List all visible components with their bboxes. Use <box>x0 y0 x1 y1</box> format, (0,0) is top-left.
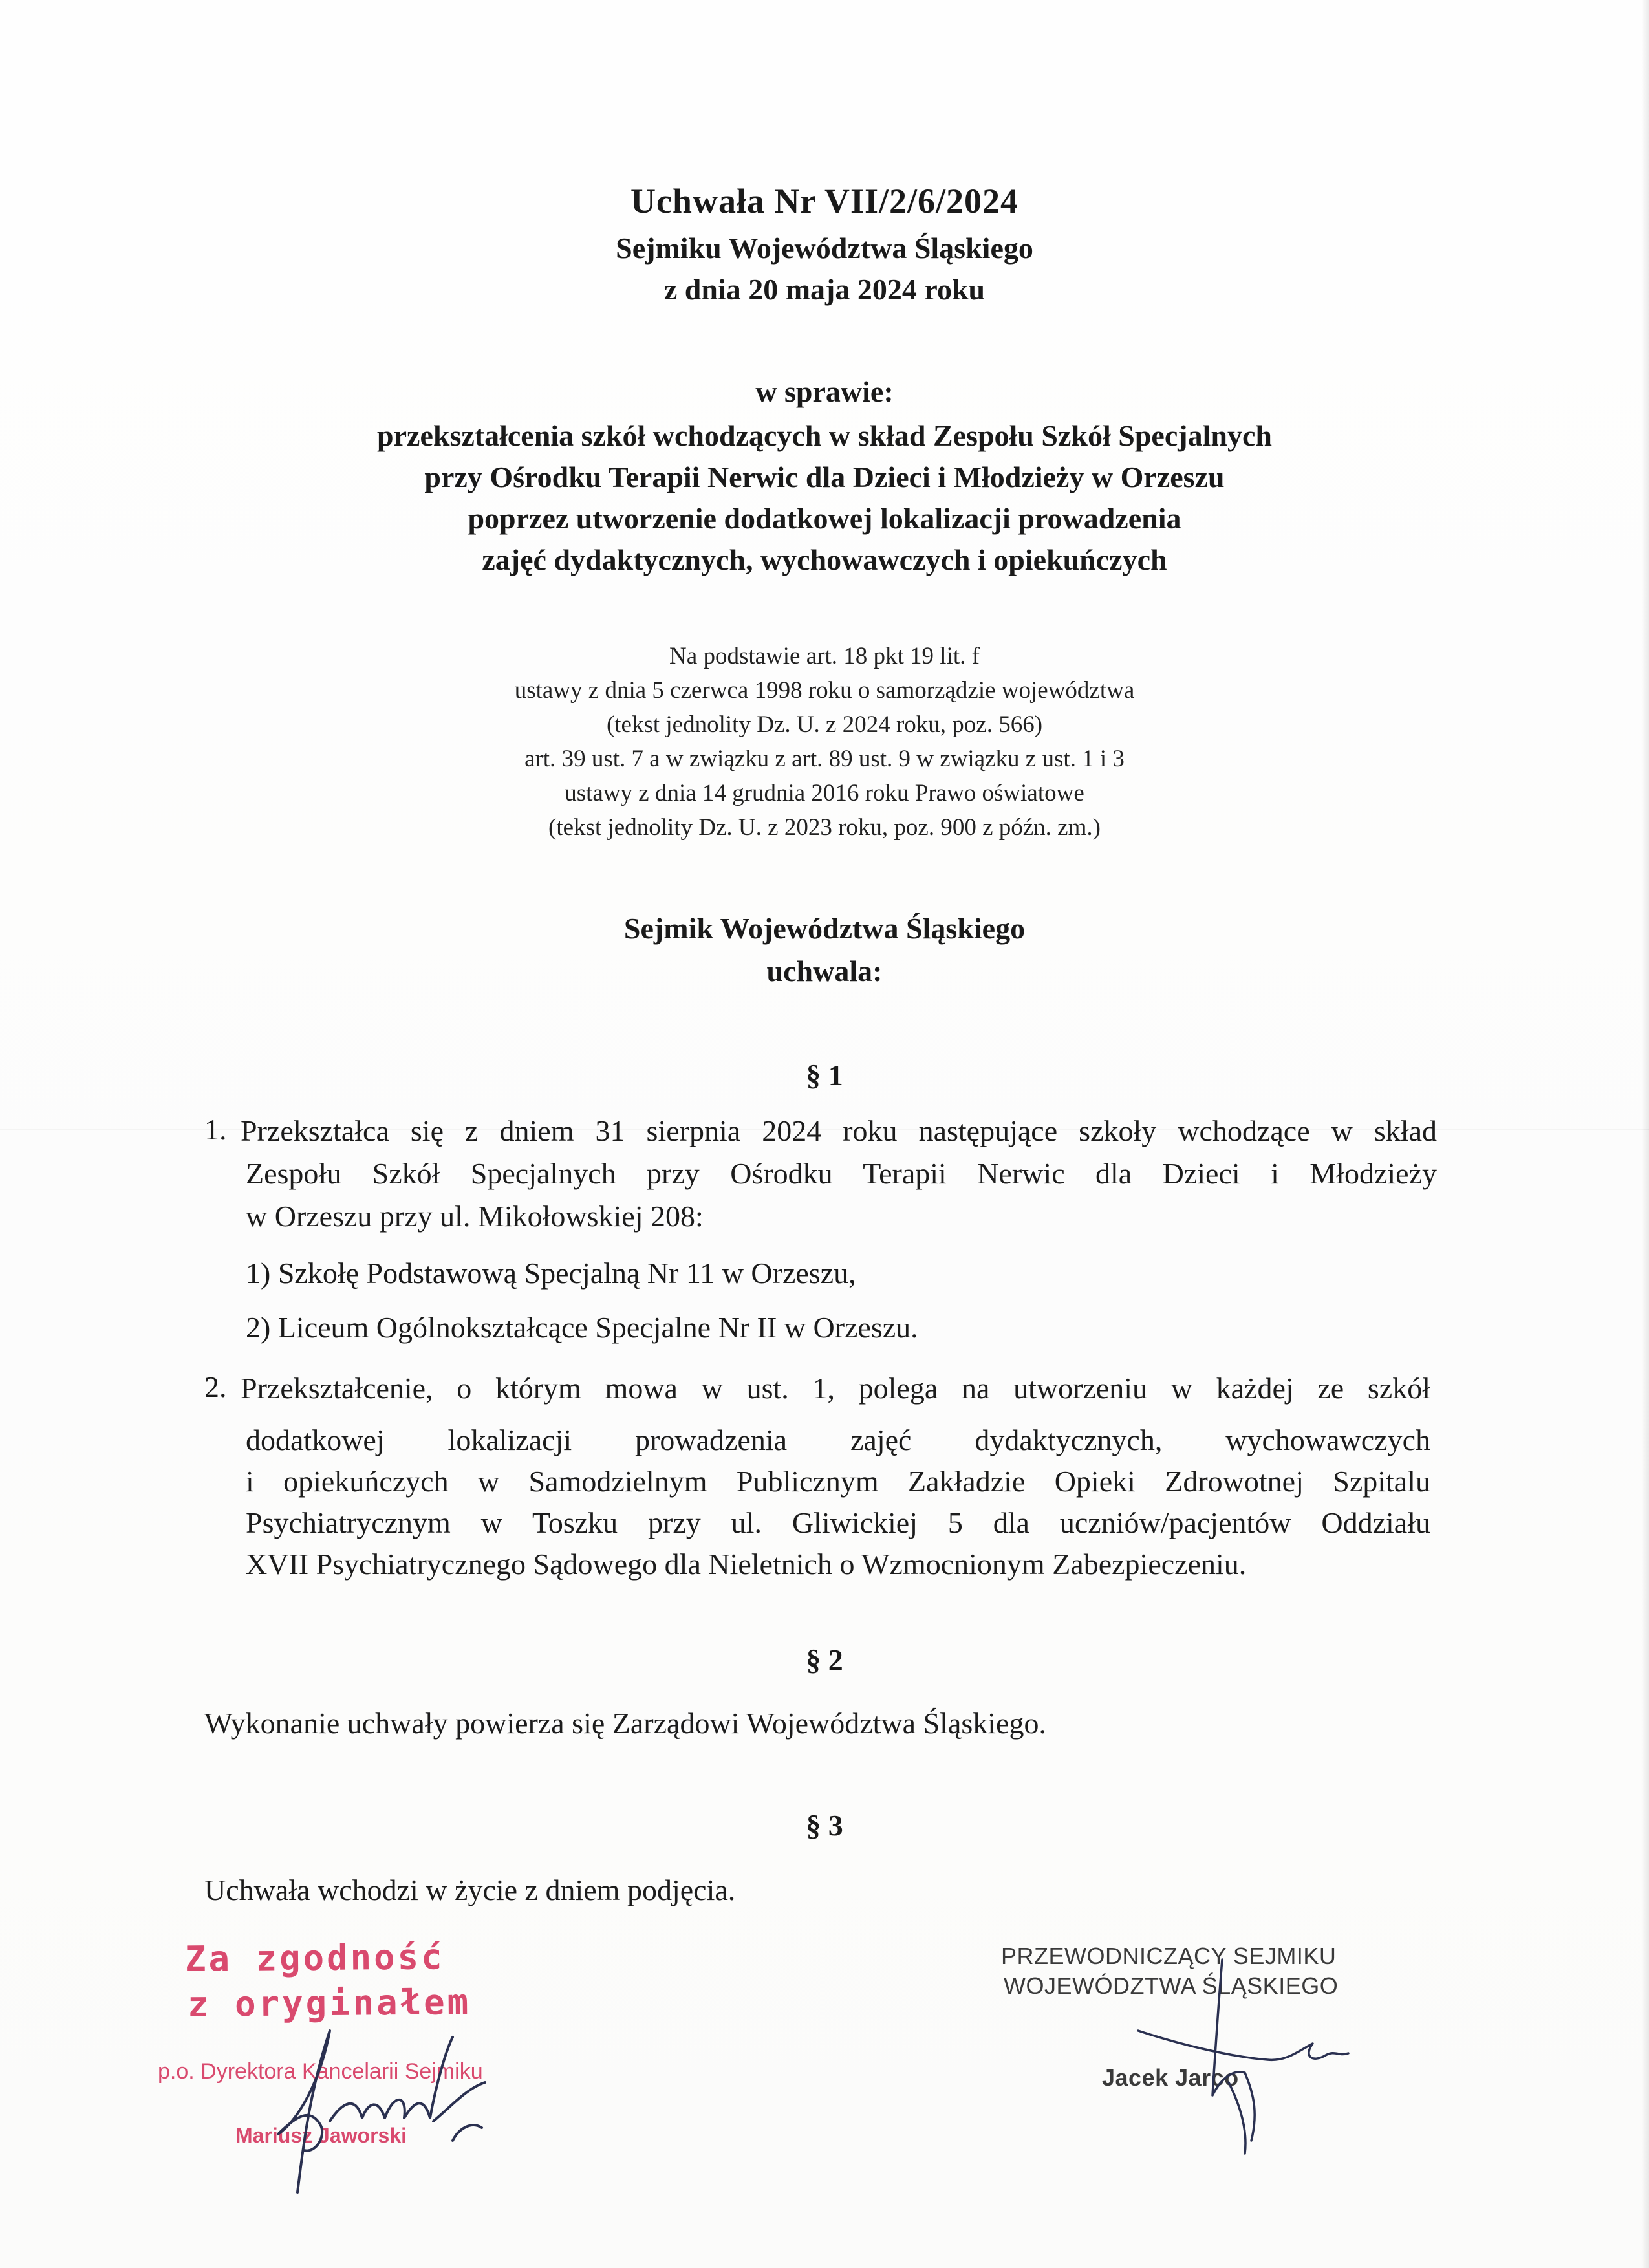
office-director-role: p.o. Dyrektora Kancelarii Sejmiku <box>158 2059 483 2084</box>
resolution-issuer: Sejmiku Województwa Śląskiego <box>616 232 1033 265</box>
legal-basis-line: art. 39 ust. 7 a w związku z art. 89 ust. 9 w związku z ust. 1 i 3 <box>524 746 1125 772</box>
legal-basis-line: (tekst jednolity Dz. U. z 2024 roku, poz. 566) <box>606 711 1043 738</box>
certification-stamp-line: Za zgodność <box>184 1936 445 1980</box>
item-2-line: Psychiatrycznym w Toszku przy ul. Gliwickiej 5 dla uczniów/pacjentów Oddziału <box>246 1506 1430 1539</box>
legal-basis-line: ustawy z dnia 14 grudnia 2016 roku Prawo oświatowe <box>565 780 1084 806</box>
legal-basis-line: (tekst jednolity Dz. U. z 2023 roku, poz. 900 z późn. zm.) <box>548 814 1101 841</box>
chair-name: Jacek Jarco <box>1102 2064 1239 2091</box>
item-1-subitem: 2) Liceum Ogólnokształcące Specjalne Nr II w Orzeszu. <box>246 1311 918 1344</box>
office-director-signature <box>259 2011 491 2205</box>
subject-line: zajęć dydaktycznych, wychowawczych i opiekuńczych <box>482 543 1167 576</box>
resolving-verb: uchwala: <box>766 955 883 988</box>
item-2-line: dodatkowej lokalizacji prowadzenia zajęć dydaktycznych, wychowawczych <box>246 1423 1430 1456</box>
item-2-line: Przekształcenie, o którym mowa w ust. 1, polega na utworzeniu w każdej ze szkół <box>241 1372 1430 1405</box>
section-1-sign: § 1 <box>806 1059 843 1092</box>
item-1-subitem: 1) Szkołę Podstawową Specjalną Nr 11 w Orzeszu, <box>246 1257 856 1290</box>
subject-intro: w sprawie: <box>755 375 894 408</box>
resolution-date: z dnia 20 maja 2024 roku <box>663 273 986 306</box>
item-1-line: Przekształca się z dniem 31 sierpnia 2024 roku następujące szkoły wchodzące w skład <box>241 1114 1437 1147</box>
office-director-name: Mariusz Jaworski <box>235 2124 407 2147</box>
subject-line: przy Ośrodku Terapii Nerwic dla Dzieci i Młodzieży w Orzeszu <box>424 460 1225 493</box>
resolution-title: Uchwała Nr VII/2/6/2024 <box>630 182 1019 221</box>
legal-basis-line: Na podstawie art. 18 pkt 19 lit. f <box>669 643 980 669</box>
item-1-number: 1. <box>204 1113 227 1146</box>
page-edge-shadow <box>1641 0 1649 2268</box>
section-2-text: Wykonanie uchwały powierza się Zarządowi Województwa Śląskiego. <box>204 1707 1046 1740</box>
certification-stamp-line: z oryginałem <box>187 1982 471 2025</box>
chair-signature <box>1125 1947 1397 2179</box>
subject-line: poprzez utworzenie dodatkowej lokalizacji prowadzenia <box>468 502 1181 535</box>
section-3-text: Uchwała wchodzi w życie z dniem podjęcia. <box>204 1874 736 1906</box>
section-2-sign: § 2 <box>806 1643 843 1676</box>
item-2-number: 2. <box>204 1370 227 1403</box>
item-2-line: XVII Psychiatrycznego Sądowego dla Nieletnich o Wzmocnionym Zabezpieczeniu. <box>246 1548 1247 1581</box>
chair-role-line: PRZEWODNICZĄCY SEJMIKU <box>1001 1943 1337 1969</box>
chair-role-line: WOJEWÓDZTWA ŚLĄSKIEGO <box>1004 1972 1339 1999</box>
section-3-sign: § 3 <box>806 1809 843 1842</box>
item-2-line: i opiekuńczych w Samodzielnym Publicznym Zakładzie Opieki Zdrowotnej Szpitalu <box>246 1465 1430 1498</box>
item-1-line: w Orzeszu przy ul. Mikołowskiej 208: <box>246 1200 704 1233</box>
resolving-body: Sejmik Województwa Śląskiego <box>623 912 1026 945</box>
subject-line: przekształcenia szkół wchodzących w skład Zespołu Szkół Specjalnych <box>377 419 1272 452</box>
legal-basis-line: ustawy z dnia 5 czerwca 1998 roku o samorządzie województwa <box>514 677 1135 704</box>
item-1-line: Zespołu Szkół Specjalnych przy Ośrodku Terapii Nerwic dla Dzieci i Młodzieży <box>246 1157 1437 1190</box>
